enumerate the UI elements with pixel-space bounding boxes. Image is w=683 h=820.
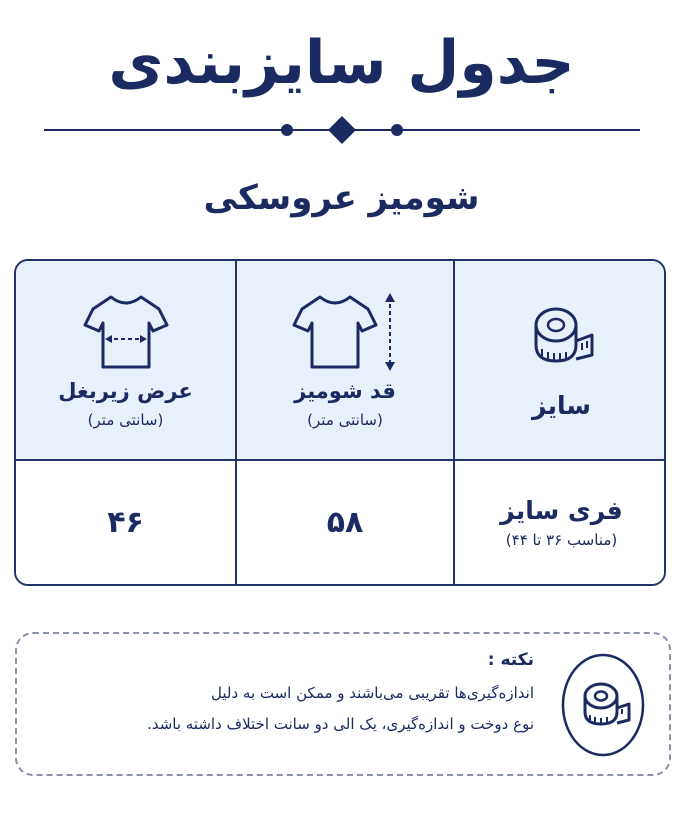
column-header-size xyxy=(453,261,666,461)
shirt-width-icon xyxy=(81,291,171,373)
size-value: فری سایز xyxy=(500,496,623,525)
column-unit: (سانتی متر) xyxy=(307,411,383,429)
column-header-width xyxy=(16,261,235,461)
measuring-tape-icon xyxy=(526,301,598,373)
title-divider xyxy=(44,114,640,146)
shirt-length-icon xyxy=(290,291,400,373)
page-title: جدول سایزبندی xyxy=(108,28,575,98)
column-header-length xyxy=(235,261,453,461)
size-table xyxy=(14,259,666,586)
product-name: شومیز عروسکی xyxy=(203,178,480,218)
measuring-tape-icon xyxy=(559,652,647,758)
note-line: اندازه‌گیری‌ها تقریبی می‌باشند و ممکن است به دلیل xyxy=(211,684,534,702)
column-label: سایز xyxy=(532,390,591,420)
cell-width-value xyxy=(16,461,235,584)
column-unit: (سانتی متر) xyxy=(87,411,164,429)
note-content xyxy=(44,650,534,740)
note-line: نوع دوخت و اندازه‌گیری، یک الی دو سانت اختلاف داشته باشد. xyxy=(147,715,534,733)
width-value: ۴۶ xyxy=(107,505,144,540)
note-title: نکته : xyxy=(487,650,534,670)
cell-length-value xyxy=(235,461,453,584)
cell-size-value xyxy=(453,461,666,584)
note-box xyxy=(15,632,671,776)
column-label: عرض زیربغل xyxy=(58,379,193,403)
column-label: قد شومیز xyxy=(294,379,396,403)
length-value: ۵۸ xyxy=(326,505,364,540)
size-range-note: (مناسب ۳۶ تا ۴۴) xyxy=(505,531,618,549)
